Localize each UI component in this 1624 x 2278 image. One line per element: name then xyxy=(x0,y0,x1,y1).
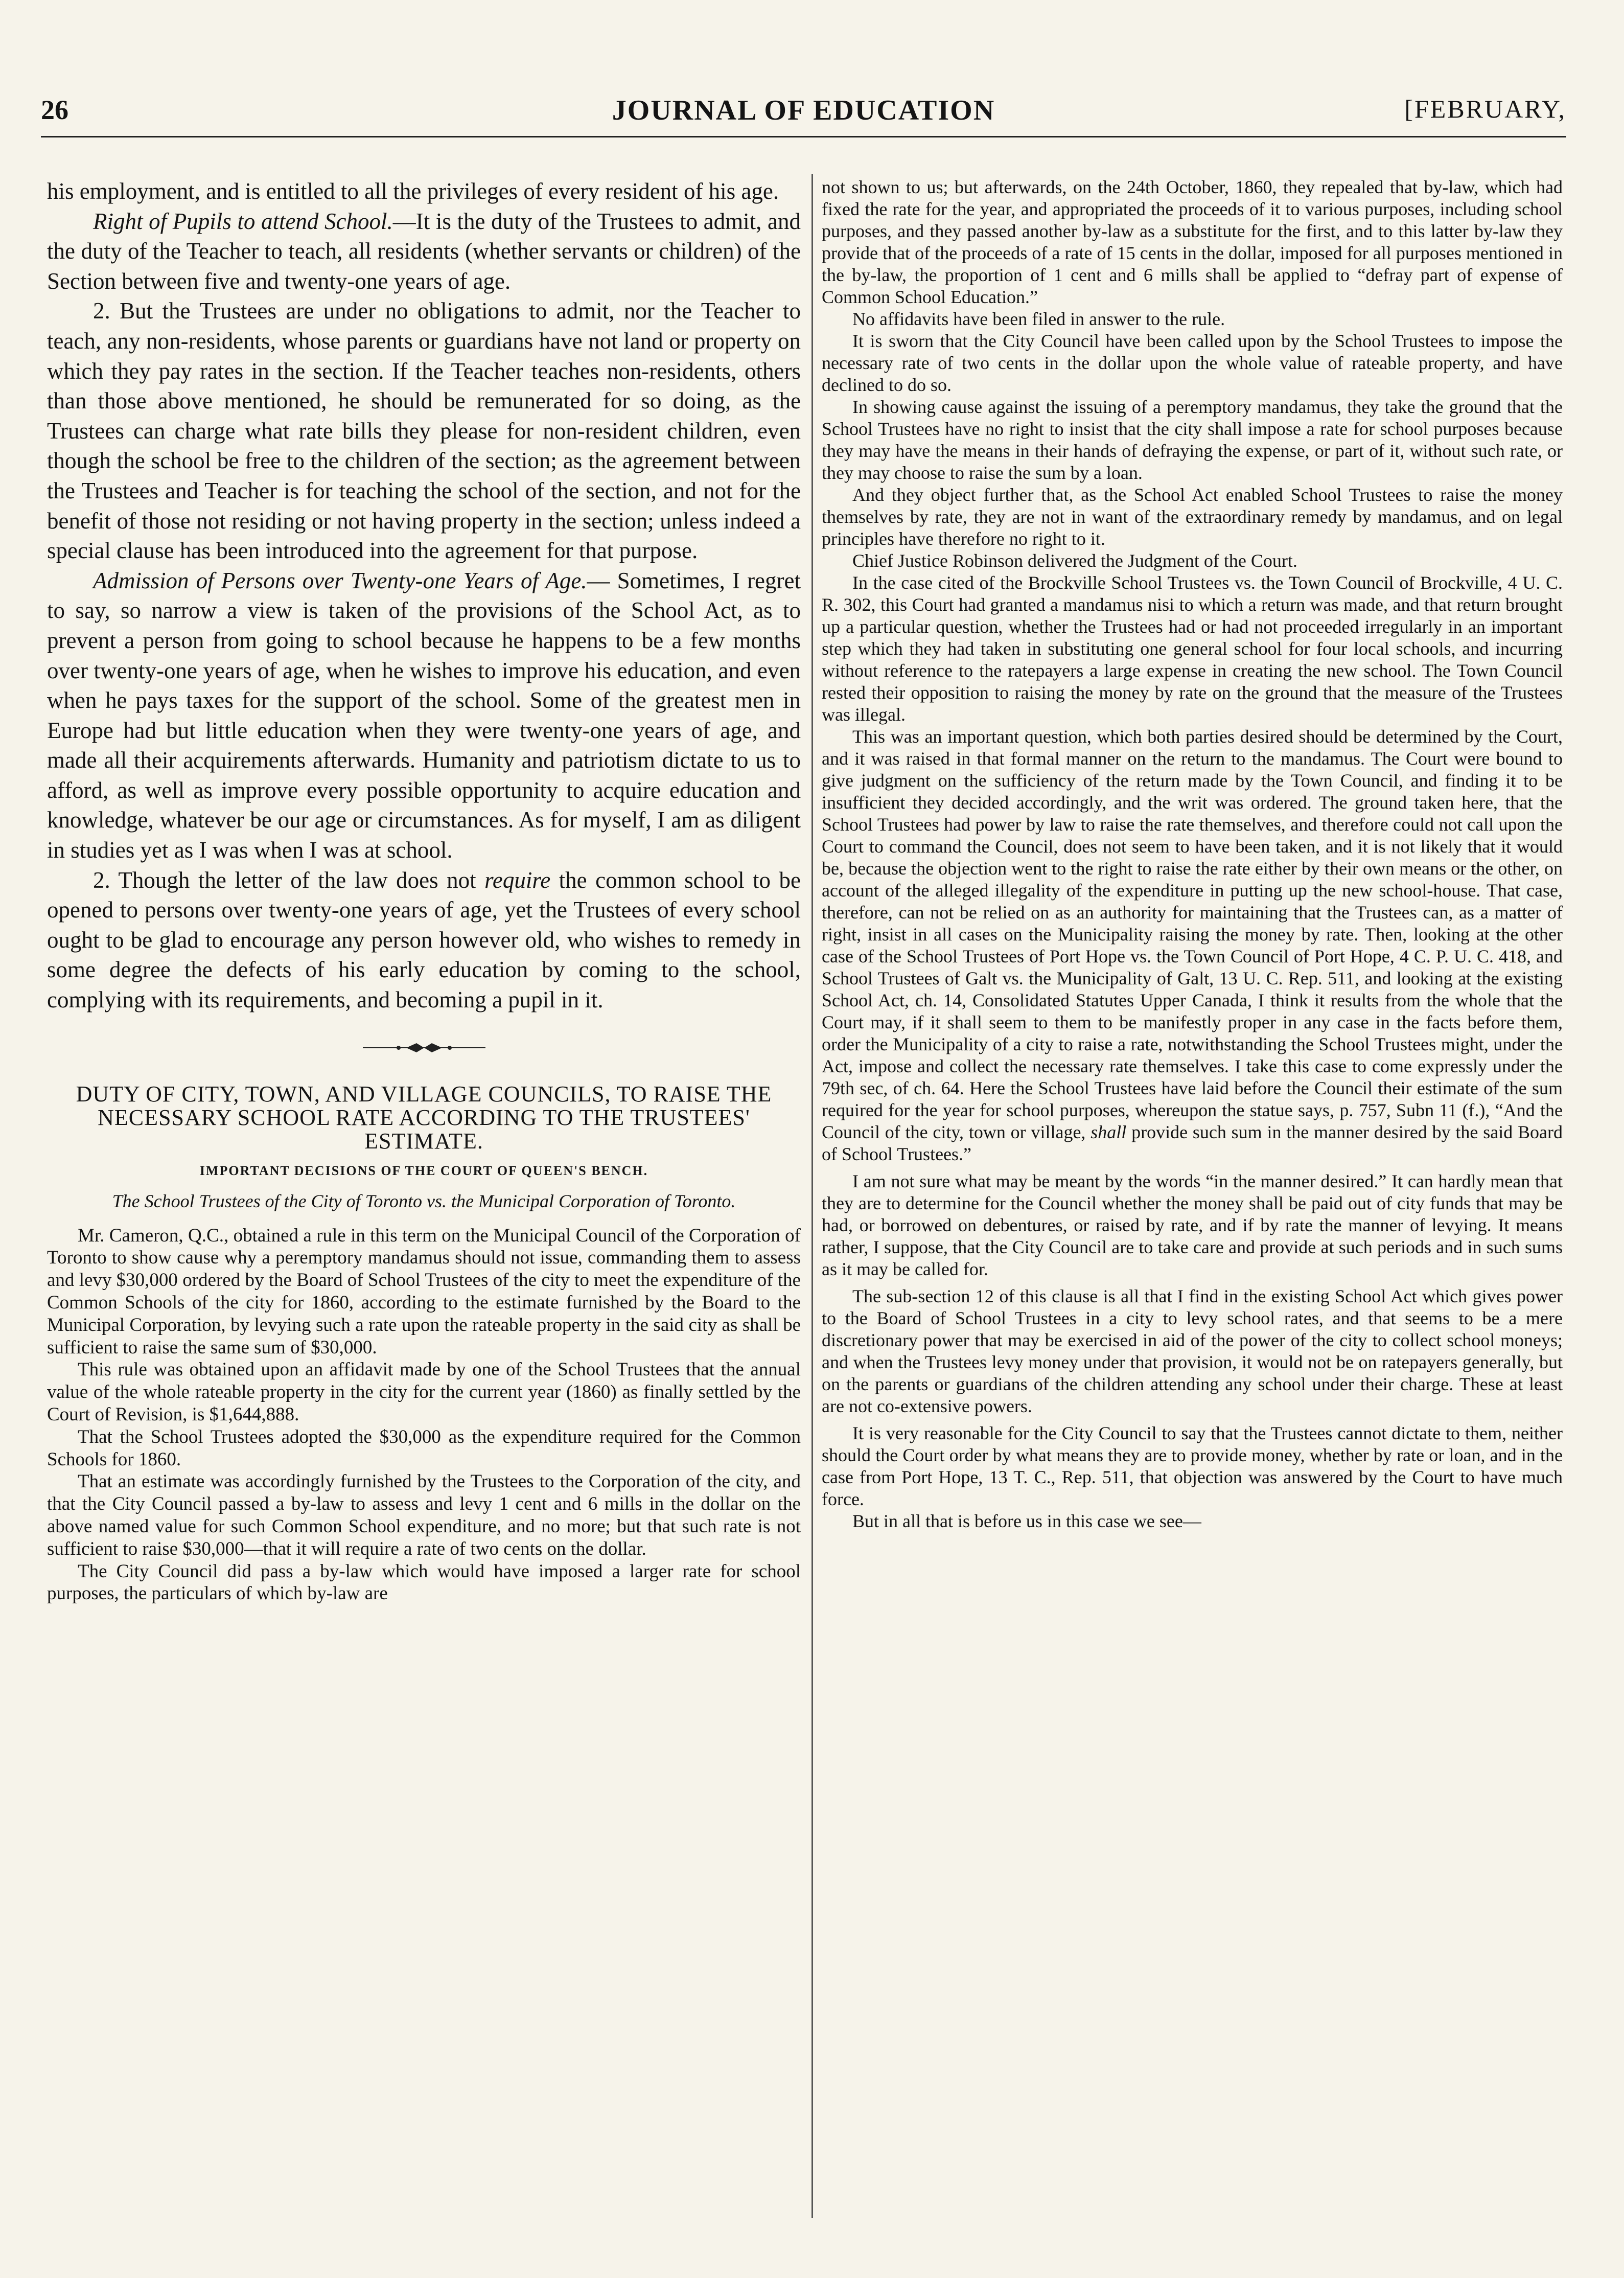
case-paragraph: That an estimate was accordingly furnished by the Trustees to the Corporation of the city, and that the City Council passed a by-law to assess and levy 1 cent and 6 mills in the dollar on the above named value for such Common School expenditure, and no more; but that such rate is not sufficient to raise $30,000—that it will require a rate of two cents on the dollar. xyxy=(47,1471,801,1559)
article-subtitle: IMPORTANT DECISIONS OF THE COURT OF QUEEN'S BENCH. xyxy=(199,1163,648,1178)
page-header xyxy=(41,94,1566,135)
case-title: The School Trustees of the City of Toronto vs. the Municipal Corporation of Toronto. xyxy=(112,1190,736,1211)
header-rule xyxy=(41,136,1566,137)
paragraph-right-of-pupils xyxy=(47,206,801,296)
running-title: JOURNAL OF EDUCATION xyxy=(612,95,995,126)
paragraph-text: —It is the duty of the Trustees to admit, and the duty of the Teacher to teach, all residents (whether servants or children) of the Section between five and twenty-one years of age. xyxy=(47,208,801,294)
case-paragraph: The City Council did pass a by-law which would have imposed a larger rate for school purposes, the particulars of which by-law are xyxy=(47,1560,801,1604)
ornament-divider xyxy=(363,1042,485,1054)
right-column xyxy=(822,176,1563,1532)
case-paragraph: not shown to us; but afterwards, on the 24th October, 1860, they repealed that by-law, which had fixed the rate for the year, and appropriated the proceeds of it to various purposes, including school purposes, and they passed another by-law as a substitute for the first, and to this latter by-law they provide that of the proceeds of a rate of 15 cents in the dollar, imposed for all purposes mentioned in the by-law, the proportion of 1 cent and 6 mills shall be applied to “defray part of expense of Common School Education.” xyxy=(822,177,1563,307)
case-paragraph: No affidavits have been filed in answer to the rule. xyxy=(852,309,1225,329)
paragraph-gap xyxy=(822,1165,1563,1170)
case-paragraph: This rule was obtained upon an affidavit made by one of the School Trustees that the annual value of the whole rateable property in the city for the current year (1860) as finally settled by the Court of Revision, is $1,644,888. xyxy=(47,1359,801,1425)
paragraph-gap xyxy=(822,1280,1563,1285)
case-paragraph: This was an important question, which both parties desired should be determined by the Court, and it was raised in that formal manner on the return to the mandamus. The Court were bound to give judgment on the sufficiency of the return made by the Town Council, and finding it to be insufficient they decided accordingly, and the writ was ordered. The ground taken here, that the School Trustees had power by law to raise the rate themselves, and therefore could not call upon the Court to command the Council, does not seem to have been taken, and it is not likely that it would be, because the objection went to the right to raise the rate either by their own means or the other, on account of the alleged illegality of the expenditure in putting up the new school-house. That case, therefore, can not be relied on as an authority for maintaining that the Trustees can, as a matter of right, insist in all cases on the Municipality raising the money by rate. Then, looking at the other case of the School Trustees of Port Hope vs. the Town Council of Port Hope, 4 C. P. U. C. 418, and School Trustees of Galt vs. the Municipality of Galt, 13 U. C. Rep. 511, and looking at the existing School Act, ch. 14, Consolidated Statutes Upper Canada, I think it results from the whole that the Court may, if it shall seem to them to be manifestly proper in any case in the facts before them, order the Municipality of a city to raise a rate, notwithstanding the School Trustees might, under the Act, impose and collect the necessary rate themselves. I take this case to come expressly under the 79th sec, of ch. 64. Here the School Trustees have laid before the Council their estimate of the sum required for the year for school purposes, whereupon the statue says, p. 757, Subn 11 (f.), “And the Council of the city, town or village, shall provide such sum in the manner desired by the said Board of School Trustees.” xyxy=(822,726,1563,1164)
case-paragraph: In the case cited of the Brockville School Trustees vs. the Town Council of Brockville, 4 U. C. R. 302, this Court had granted a mandamus nisi to which a return was made, and that return brought up a particular question, whether the Trustees had or had not proceeded irregularly in an important step which they had taken in substituting one general school for four local schools, and incurring without reference to the ratepayers a large expense in creating the new school. The Town Council rested their opposition to raising the money by rate on the ground that the measure of the Trustees was illegal. xyxy=(822,572,1563,725)
paragraph-letter-of-law: 2. Though the letter of the law does not require the common school to be opened to persons over twenty-one years of age, yet the Trustees of every school ought to be glad to encourage any person however old, who wishes to remedy in some degree the defects of his early education by coming to the school, complying with its requirements, and becoming a pupil in it. xyxy=(47,867,801,1013)
case-paragraph: And they object further that, as the School Act enabled School Trustees to raise the money themselves by rate, they are not in want of the extraordinary remedy by mandamus, and on legal principles have therefore no right to it. xyxy=(822,485,1563,549)
column-divider xyxy=(811,174,813,2218)
paragraph-gap xyxy=(822,1417,1563,1422)
case-paragraph: It is sworn that the City Council have been called upon by the School Trustees to impose the necessary rate of two cents in the dollar upon the whole value of rateable property, and have declined to do so. xyxy=(822,331,1563,395)
case-paragraph: In showing cause against the issuing of a peremptory mandamus, they take the ground that the School Trustees have no right to insist that the city shall impose a rate for school purposes because they may have the means in their hands of defraying the expense, or part of it, without such rate, or they may choose to raise the sum by a loan. xyxy=(822,397,1563,483)
case-paragraph: It is very reasonable for the City Council to say that the Trustees cannot dictate to them, neither should the Court order by what means they are to provide money, whether by rate or loan, and in the case from Port Hope, 13 T. C., Rep. 511, that objection was answered by the Court to have much force. xyxy=(822,1423,1563,1509)
article-title: DUTY OF CITY, TOWN, AND VILLAGE COUNCILS, TO RAISE THE NECESSARY SCHOOL RATE ACCORDING TO THE TRUSTEES' ESTIMATE. xyxy=(76,1081,772,1154)
case-paragraph: The sub-section 12 of this clause is all that I find in the existing School Act which gives power to the Board of School Trustees in a city to levy school rates, and that seems to be a mere discretionary power that may be exercised in aid of the power of the city to collect school moneys; and when the Trustees levy money under that provision, it would not be on ratepayers generally, but on the parents or guardians of the children attending any school under their charge. These at least are not co-extensive powers. xyxy=(822,1286,1563,1416)
paragraph-admission xyxy=(47,566,801,865)
case-paragraph: That the School Trustees adopted the $30,000 as the expenditure required for the Common Schools for 1860. xyxy=(47,1426,801,1470)
section-heading: Admission of Persons over Twenty-one Years of Age. xyxy=(93,567,587,593)
running-month: [FEBRUARY, xyxy=(1404,95,1566,123)
section-heading: Right of Pupils to attend School. xyxy=(93,208,393,234)
paragraph-non-residents: 2. But the Trustees are under no obligations to admit, nor the Teacher to teach, any non-residents, whose parents or guardians have not land or property on which they pay rates in the section. If the Teacher teaches non-residents, others than those above mentioned, he should be remunerated for so doing, as the Trustees can charge what rate bills they please for non-resident children, even though the school be free to the children of the section; as the agreement between the Trustees and Teacher is for teaching the school of the section, and not for the benefit of those not residing or not having property in the section; unless indeed a special clause has been introduced into the agreement for that purpose. xyxy=(47,298,801,564)
case-paragraph: Chief Justice Robinson delivered the Judgment of the Court. xyxy=(852,550,1297,571)
emphasis: require xyxy=(484,867,551,893)
left-column xyxy=(47,176,801,1605)
case-paragraph: I am not sure what may be meant by the words “in the manner desired.” It can hardly mean that they are to determine for the Council whether the money shall be paid out of city funds that may be had, or borrowed on debentures, or raised by rate, and if by rate the manner of levying. It means rather, I suppose, that the City Council are to take care and provide at such periods and in such sums as it may be called for. xyxy=(822,1171,1563,1279)
emphasis: shall xyxy=(1091,1122,1127,1142)
paragraph-continuation: his employment, and is entitled to all the privileges of every resident of his age. xyxy=(47,178,779,204)
paragraph-text: — Sometimes, I regret to say, so narrow a view is taken of the provisions of the School Act, as to prevent a person from going to school because he happens to be a few months over twenty-one years of age, when he wishes to improve his education, and even when he pays taxes for the support of the school. Some of the greatest men in Europe had but little education when they were twenty-one years of age, and made all their acquirements afterwards. Humanity and patriotism dictate to us to afford, as well as improve every possible opportunity to acquire education and knowledge, whatever be our age or circumstances. As for myself, I am as diligent in studies yet as I was when I was at school. xyxy=(47,567,801,863)
case-paragraph: Mr. Cameron, Q.C., obtained a rule in this term on the Municipal Council of the Corporation of Toronto to show cause why a peremptory mandamus should not issue, commanding them to assess and levy $30,000 ordered by the Board of School Trustees of the city to meet the expenditure of the Common Schools of the city for 1860, according to the estimate furnished by the Board to the Municipal Corporation, by levying such a rate upon the rateable property in the said city as shall be sufficient to raise the same sum of $30,000. xyxy=(47,1225,801,1358)
case-paragraph: But in all that is before us in this case we see— xyxy=(852,1511,1201,1531)
page-number: 26 xyxy=(41,95,68,125)
